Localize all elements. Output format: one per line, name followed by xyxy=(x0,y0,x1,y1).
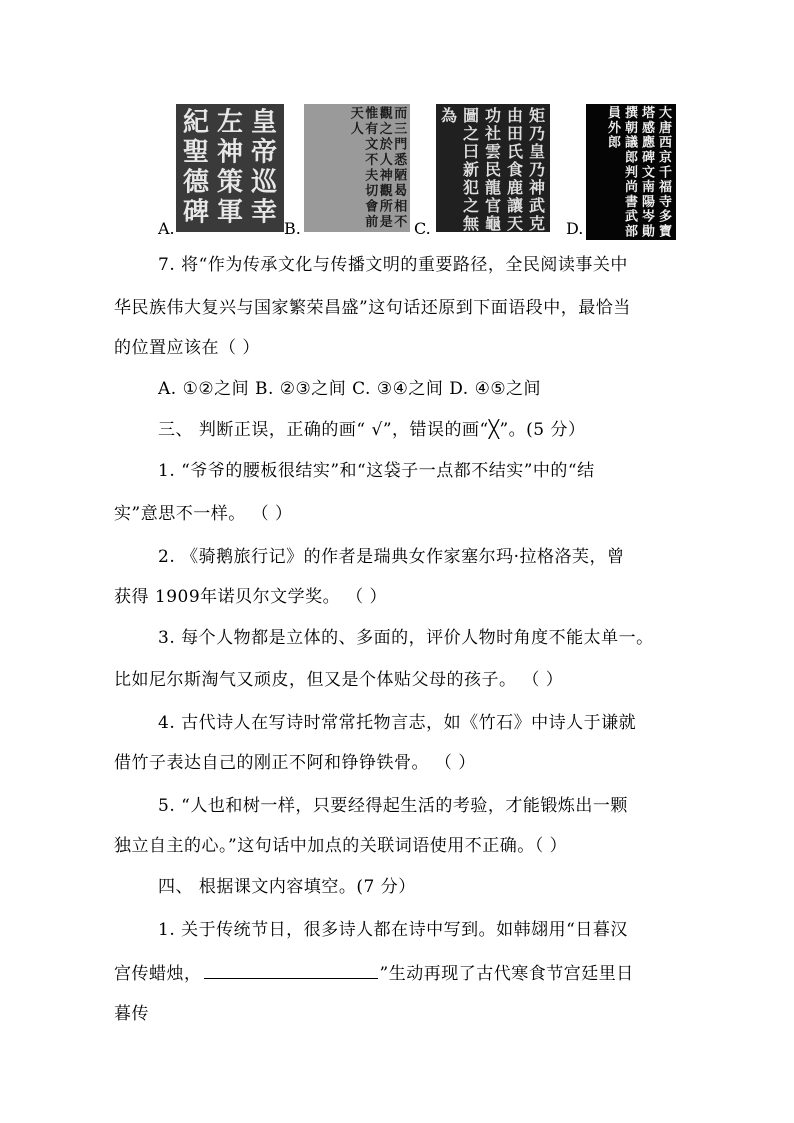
option-c-calligraphy-image xyxy=(436,104,550,232)
option-a-calligraphy-image xyxy=(176,104,284,232)
calligraphy-character: 雲 xyxy=(484,141,502,161)
calligraphy-character: 皇 xyxy=(528,141,546,161)
fill-item-1-line-3: 暮传 xyxy=(114,1004,149,1024)
calligraphy-character: 碑 xyxy=(641,150,656,166)
calligraphy-character: 福 xyxy=(658,180,673,196)
option-a-label: A. xyxy=(158,219,175,238)
calligraphy-character: 之 xyxy=(462,123,480,143)
calligraphy-character: 撰 xyxy=(624,106,639,122)
calligraphy-character: 唐 xyxy=(658,120,673,136)
section-4-title: 四、 根据课文内容填空。(7 分） xyxy=(158,877,416,897)
calligraphy-character: 策 xyxy=(216,167,244,198)
calligraphy-character: 犯 xyxy=(462,177,480,197)
calligraphy-character: 陽 xyxy=(641,194,656,210)
calligraphy-character: 相 xyxy=(394,199,408,215)
judge-item-5-line-2: 独立自主的心。”这句话中加点的关联词语使用不正确。（ ） xyxy=(114,836,568,856)
fill-item-1-text-b: ”生动再现了古代寒食节宫廷里日 xyxy=(379,964,634,984)
calligraphy-character: 新 xyxy=(462,159,480,179)
calligraphy-character: 武 xyxy=(528,195,546,215)
calligraphy-character: 不 xyxy=(365,153,379,169)
judge-item-4-line-1: 4. 古代诗人在写诗时常常托物言志，如《竹石》中诗人于谦就 xyxy=(158,713,637,733)
calligraphy-character: 尚 xyxy=(624,180,639,196)
judge-item-2-line-1: 2. 《骑鹅旅行记》的作者是瑞典女作家塞尔玛·拉格洛芙，曾 xyxy=(158,547,625,567)
calligraphy-character: 是 xyxy=(379,215,393,231)
calligraphy-character: 帝 xyxy=(250,137,278,168)
section-3-title: 三、 判断正误，正确的画“ √”，错误的画“╳”。(5 分） xyxy=(158,420,586,440)
calligraphy-character: 所 xyxy=(379,199,393,215)
calligraphy-character: 紀 xyxy=(182,107,210,138)
judge-item-4-line-2: 借竹子表达自己的刚正不阿和铮铮铁骨。 （ ） xyxy=(114,753,476,773)
calligraphy-character: 龍 xyxy=(484,177,502,197)
calligraphy-character: 勛 xyxy=(641,224,656,240)
calligraphy-character: 外 xyxy=(607,120,622,136)
calligraphy-character: 寺 xyxy=(658,194,673,210)
fill-in-blank[interactable] xyxy=(204,962,378,979)
calligraphy-character: 人 xyxy=(379,153,393,169)
calligraphy-character: 寶 xyxy=(658,224,673,240)
q7-line-3: 的位置应该在（ ） xyxy=(114,338,260,358)
calligraphy-character: 判 xyxy=(624,165,639,181)
option-c-label: C. xyxy=(414,219,431,238)
judge-item-2-line-2: 获得 1909年诺贝尔文学奖。 （ ） xyxy=(114,587,387,607)
judge-item-5-line-1: 5. “人也和树一样，只要经得起生活的考验，才能锻炼出一颗 xyxy=(158,796,628,816)
option-b[interactable] xyxy=(284,98,424,238)
option-d[interactable] xyxy=(566,98,678,238)
calligraphy-character: 軍 xyxy=(216,197,244,228)
calligraphy-character: 大 xyxy=(658,106,673,122)
calligraphy-character: 切 xyxy=(365,184,379,200)
option-b-calligraphy-image xyxy=(304,104,410,232)
calligraphy-character: 德 xyxy=(182,167,210,198)
calligraphy-character: 千 xyxy=(658,165,673,181)
calligraphy-character: 岑 xyxy=(641,209,656,225)
calligraphy-character: 員 xyxy=(607,106,622,122)
calligraphy-character: 田 xyxy=(506,123,524,143)
calligraphy-options xyxy=(158,98,678,238)
q7-choices: A. ①②之间 B. ②③之间 C. ③④之间 D. ④⑤之间 xyxy=(158,379,542,399)
calligraphy-character: 塔 xyxy=(641,106,656,122)
calligraphy-character: 有 xyxy=(365,122,379,138)
calligraphy-character: 氏 xyxy=(506,141,524,161)
calligraphy-character: 京 xyxy=(658,150,673,166)
calligraphy-character: 西 xyxy=(658,135,673,151)
calligraphy-character: 功 xyxy=(484,105,502,125)
calligraphy-character: 文 xyxy=(365,137,379,153)
calligraphy-character: 碑 xyxy=(182,197,210,228)
calligraphy-character: 神 xyxy=(379,168,393,184)
calligraphy-character: 官 xyxy=(484,195,502,215)
calligraphy-character: 食 xyxy=(506,159,524,179)
option-b-label: B. xyxy=(284,219,301,238)
calligraphy-character: 書 xyxy=(624,194,639,210)
option-a[interactable] xyxy=(158,98,288,238)
calligraphy-character: 矩 xyxy=(528,105,546,125)
calligraphy-character: 克 xyxy=(528,213,546,233)
calligraphy-character: 陋 xyxy=(394,168,408,184)
judge-item-3-line-2: 比如尼尔斯淘气又顽皮，但又是个体贴父母的孩子。 （ ） xyxy=(114,670,564,690)
fill-item-1-line-1: 1. 关于传统节日，很多诗人都在诗中写到。如韩翃用“日暮汉 xyxy=(158,920,628,940)
calligraphy-character: 悉 xyxy=(394,153,408,169)
calligraphy-character: 而 xyxy=(394,106,408,122)
calligraphy-character: 社 xyxy=(484,123,502,143)
calligraphy-character: 神 xyxy=(528,177,546,197)
calligraphy-character: 觀 xyxy=(379,106,393,122)
calligraphy-character: 會 xyxy=(365,199,379,215)
calligraphy-character: 乃 xyxy=(528,159,546,179)
calligraphy-character: 不 xyxy=(394,215,408,231)
calligraphy-character: 門 xyxy=(394,137,408,153)
calligraphy-character: 幸 xyxy=(250,197,278,228)
calligraphy-character: 曰 xyxy=(462,141,480,161)
calligraphy-character: 多 xyxy=(658,209,673,225)
option-d-label: D. xyxy=(566,219,584,238)
calligraphy-character: 聖 xyxy=(182,137,210,168)
fill-item-1-line-2 xyxy=(114,962,680,984)
fill-item-1-text-a: 宫传蜡烛， xyxy=(114,964,202,984)
calligraphy-character: 應 xyxy=(641,135,656,151)
calligraphy-character: 天 xyxy=(350,106,364,122)
calligraphy-character: 前 xyxy=(365,215,379,231)
calligraphy-character: 神 xyxy=(216,137,244,168)
calligraphy-character: 之 xyxy=(379,122,393,138)
calligraphy-character: 左 xyxy=(216,107,244,138)
calligraphy-character: 巡 xyxy=(250,167,278,198)
calligraphy-character: 部 xyxy=(624,224,639,240)
q7-line-2: 华民族伟大复兴与国家繁荣昌盛”这句话还原到下面语段中，最恰当 xyxy=(114,298,631,318)
calligraphy-character: 朝 xyxy=(624,120,639,136)
calligraphy-character: 人 xyxy=(350,122,364,138)
calligraphy-character: 議 xyxy=(624,135,639,151)
judge-item-1-line-2: 实”意思不一样。 （ ） xyxy=(114,504,293,524)
calligraphy-character: 圖 xyxy=(462,105,480,125)
option-c[interactable] xyxy=(414,98,554,238)
judge-item-1-line-1: 1. “爷爷的腰板很结实”和“这袋子一点都不结实”中的“结 xyxy=(158,461,595,481)
calligraphy-character: 於 xyxy=(379,137,393,153)
calligraphy-character: 無 xyxy=(462,213,480,233)
judge-item-3-line-1: 3. 每个人物都是立体的、多面的，评价人物时角度不能太单一。 xyxy=(158,628,654,648)
calligraphy-character: 郎 xyxy=(607,135,622,151)
calligraphy-character: 夫 xyxy=(365,168,379,184)
calligraphy-character: 龜 xyxy=(484,213,502,233)
calligraphy-character: 武 xyxy=(624,209,639,225)
option-d-calligraphy-image xyxy=(586,104,676,240)
calligraphy-character: 鹿 xyxy=(506,177,524,197)
calligraphy-character: 讓 xyxy=(506,195,524,215)
calligraphy-character: 天 xyxy=(506,213,524,233)
calligraphy-character: 皇 xyxy=(250,107,278,138)
calligraphy-character: 感 xyxy=(641,120,656,136)
calligraphy-character: 為 xyxy=(440,105,458,125)
calligraphy-character: 南 xyxy=(641,180,656,196)
calligraphy-character: 由 xyxy=(506,105,524,125)
calligraphy-character: 三 xyxy=(394,122,408,138)
calligraphy-character: 惟 xyxy=(365,106,379,122)
calligraphy-character: 曷 xyxy=(394,184,408,200)
calligraphy-character: 乃 xyxy=(528,123,546,143)
q7-line-1: 7. 将“作为传承文化与传播文明的重要路径，全民阅读事关中 xyxy=(158,255,628,275)
calligraphy-character: 民 xyxy=(484,159,502,179)
calligraphy-character: 觀 xyxy=(379,184,393,200)
calligraphy-character: 郎 xyxy=(624,150,639,166)
calligraphy-character: 之 xyxy=(462,195,480,215)
calligraphy-character: 文 xyxy=(641,165,656,181)
